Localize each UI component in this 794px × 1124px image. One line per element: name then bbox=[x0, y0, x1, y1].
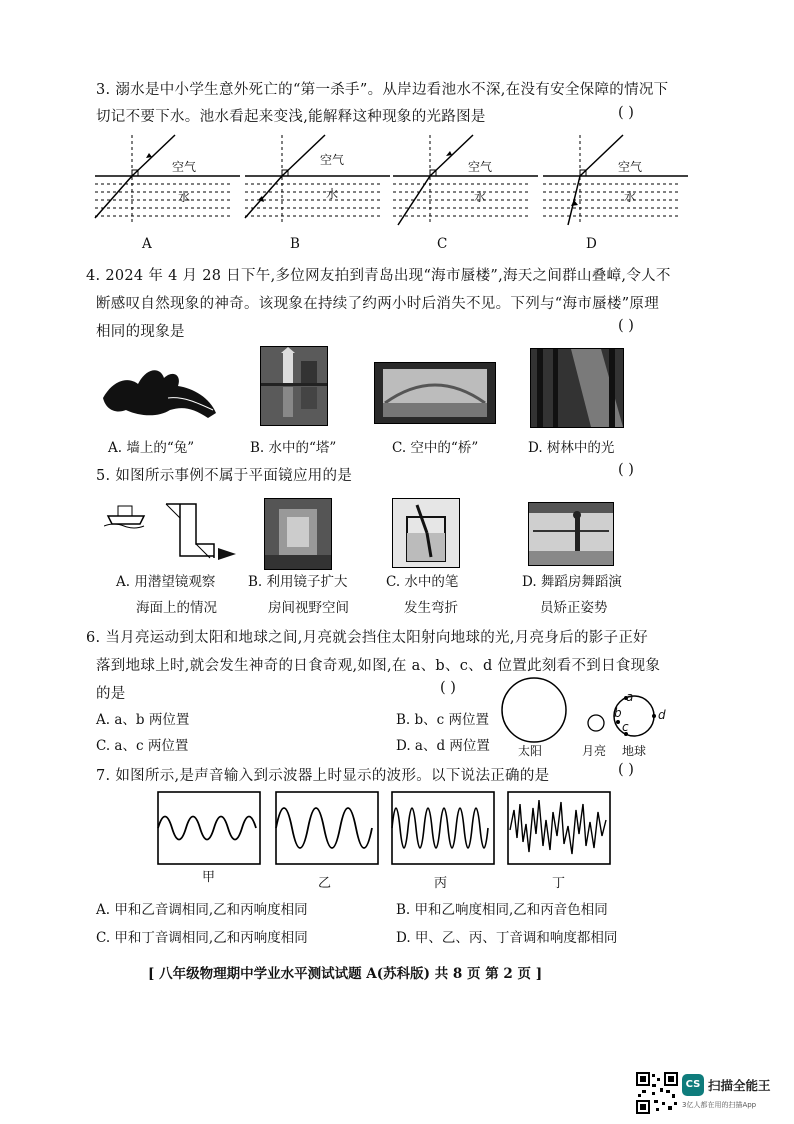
q3-water-label-d: 水 bbox=[624, 190, 637, 204]
q3-line2: 切记不要下水。池水看起来变浅,能解释这种现象的光路图是 bbox=[96, 109, 486, 125]
q3-diagram-a bbox=[95, 135, 240, 225]
q3-water-label-b: 水 bbox=[326, 187, 339, 201]
q7-label-ding: 丁 bbox=[552, 876, 566, 891]
q4-answer-paren: ( ) bbox=[618, 318, 634, 334]
q7-option-d[interactable]: D. 甲、乙、丙、丁音调和响度都相同 bbox=[396, 930, 618, 946]
q3-diagram-d bbox=[543, 135, 688, 225]
q3-air-label-b: 空气 bbox=[320, 153, 345, 167]
q5-option-a-line2: 海面上的情况 bbox=[136, 600, 217, 616]
q7-wave-jia bbox=[158, 792, 260, 864]
q6-answer-paren: ( ) bbox=[440, 680, 456, 696]
scanner-app-title: 扫描全能王 bbox=[708, 1078, 771, 1093]
q7-label-jia: 甲 bbox=[202, 870, 216, 885]
page-footer: [ 八年级物理期中学业水平测试试题 A(苏科版) 共 8 页 第 2 页 ] bbox=[148, 966, 543, 982]
q4-image-d-forest-light bbox=[530, 348, 624, 428]
q3-water-label-c: 水 bbox=[474, 190, 487, 204]
wave-yi bbox=[276, 808, 372, 848]
q7-label-bing: 丙 bbox=[434, 876, 448, 891]
q7-line1: 7. 如图所示,是声音输入到示波器上时显示的波形。以下说法正确的是 bbox=[96, 768, 550, 784]
q7-waveforms bbox=[156, 790, 636, 870]
scanner-app-subtitle: 3亿人都在用的扫描App bbox=[682, 1101, 757, 1109]
q7-option-b[interactable]: B. 甲和乙响度相同,乙和丙音色相同 bbox=[396, 902, 608, 918]
q4-option-d[interactable]: D. 树林中的光 bbox=[528, 440, 615, 456]
wave-jia bbox=[158, 817, 256, 840]
moon-circle bbox=[588, 715, 604, 731]
q5-option-a-line1[interactable]: A. 用潜望镜观察 bbox=[116, 574, 216, 590]
q5-option-c-line2: 发生弯折 bbox=[404, 600, 458, 616]
q4-option-c[interactable]: C. 空中的“桥” bbox=[392, 440, 479, 456]
q6-line2: 落到地球上时,就会发生神奇的日食奇观,如图,在 a、b、c、d 位置此刻看不到日食现象 bbox=[96, 658, 661, 674]
q5-image-a-periscope bbox=[104, 498, 244, 566]
q5-option-c-line1[interactable]: C. 水中的笔 bbox=[386, 574, 459, 590]
q4-line1: 4. 2024 年 4 月 28 日下午,多位网友拍到青岛出现“海市蜃楼”,海天之间群山叠嶂,令人不 bbox=[86, 268, 671, 284]
camscanner-logo-icon: CS bbox=[682, 1074, 704, 1096]
q3-line1: 3. 溺水是中小学生意外死亡的“第一杀手”。从岸边看池水不深,在没有安全保障的情况下 bbox=[96, 82, 669, 98]
q4-image-b-tower-reflection bbox=[260, 346, 328, 426]
q6-earth-label: 地球 bbox=[622, 744, 647, 758]
q3-option-c[interactable]: C bbox=[437, 236, 448, 252]
q6-line3: 的是 bbox=[96, 686, 126, 702]
q4-line3: 相同的现象是 bbox=[96, 324, 185, 340]
q5-image-c-pen-in-water bbox=[392, 498, 460, 568]
q5-line1: 5. 如图所示事例不属于平面镜应用的是 bbox=[96, 468, 353, 484]
q6-option-c[interactable]: C. a、c 两位置 bbox=[96, 738, 189, 754]
q3-option-d[interactable]: D bbox=[586, 236, 597, 252]
q7-label-yi: 乙 bbox=[318, 876, 332, 891]
q5-option-d-line2: 员矫正姿势 bbox=[540, 600, 608, 616]
q6-option-a[interactable]: A. a、b 两位置 bbox=[96, 712, 190, 728]
q7-answer-paren: ( ) bbox=[618, 762, 634, 778]
q4-option-a[interactable]: A. 墙上的“兔” bbox=[108, 440, 195, 456]
q3-answer-paren: ( ) bbox=[618, 105, 634, 121]
wave-ding bbox=[510, 800, 606, 854]
q4-line2: 断感叹自然现象的神奇。该现象在持续了约两小时后消失不见。下列与“海市蜃楼”原理 bbox=[96, 296, 660, 312]
q3-option-a[interactable]: A bbox=[142, 236, 152, 252]
q3-air-label-c: 空气 bbox=[468, 160, 493, 174]
q6-sun-label: 太阳 bbox=[518, 744, 543, 758]
q6-line1: 6. 当月亮运动到太阳和地球之间,月亮就会挡住太阳射向地球的光,月亮身后的影子正好 bbox=[86, 630, 648, 646]
q6-point-b: b bbox=[614, 706, 622, 720]
q7-wave-yi bbox=[276, 792, 378, 864]
q5-image-b-mirror-room bbox=[264, 498, 332, 570]
q5-option-b-line1[interactable]: B. 利用镜子扩大 bbox=[248, 574, 348, 590]
q6-option-b[interactable]: B. b、c 两位置 bbox=[396, 712, 489, 728]
q3-diagram-c bbox=[393, 135, 538, 225]
q4-image-a-hand-shadow bbox=[98, 358, 218, 426]
q7-option-a[interactable]: A. 甲和乙音调相同,乙和丙响度相同 bbox=[96, 902, 308, 918]
q5-option-d-line1[interactable]: D. 舞蹈房舞蹈演 bbox=[522, 574, 622, 590]
q5-answer-paren: ( ) bbox=[618, 462, 634, 478]
q3-option-b[interactable]: B bbox=[290, 236, 300, 252]
q5-option-b-line2: 房间视野空间 bbox=[268, 600, 349, 616]
q6-eclipse-diagram bbox=[498, 676, 678, 746]
q6-moon-label: 月亮 bbox=[582, 744, 607, 758]
q6-option-d[interactable]: D. a、d 两位置 bbox=[396, 738, 490, 754]
q3-water-label-a: 水 bbox=[178, 190, 191, 204]
q7-wave-bing bbox=[392, 792, 494, 864]
q5-image-d-dance-studio bbox=[528, 502, 614, 566]
sun-circle bbox=[502, 678, 566, 742]
qr-code-icon bbox=[636, 1072, 678, 1114]
q6-point-c: c bbox=[622, 720, 629, 734]
q7-wave-ding bbox=[508, 792, 610, 864]
q4-image-c-bridge bbox=[374, 362, 496, 424]
q3-diagram-b bbox=[245, 135, 390, 225]
q4-option-b[interactable]: B. 水中的“塔” bbox=[250, 440, 337, 456]
q7-option-c[interactable]: C. 甲和丁音调相同,乙和丙响度相同 bbox=[96, 930, 308, 946]
wave-bing bbox=[392, 808, 488, 848]
q6-point-d: d bbox=[658, 708, 666, 722]
q6-point-a: a bbox=[626, 690, 634, 704]
q3-air-label-d: 空气 bbox=[618, 160, 643, 174]
q3-air-label-a: 空气 bbox=[172, 160, 197, 174]
